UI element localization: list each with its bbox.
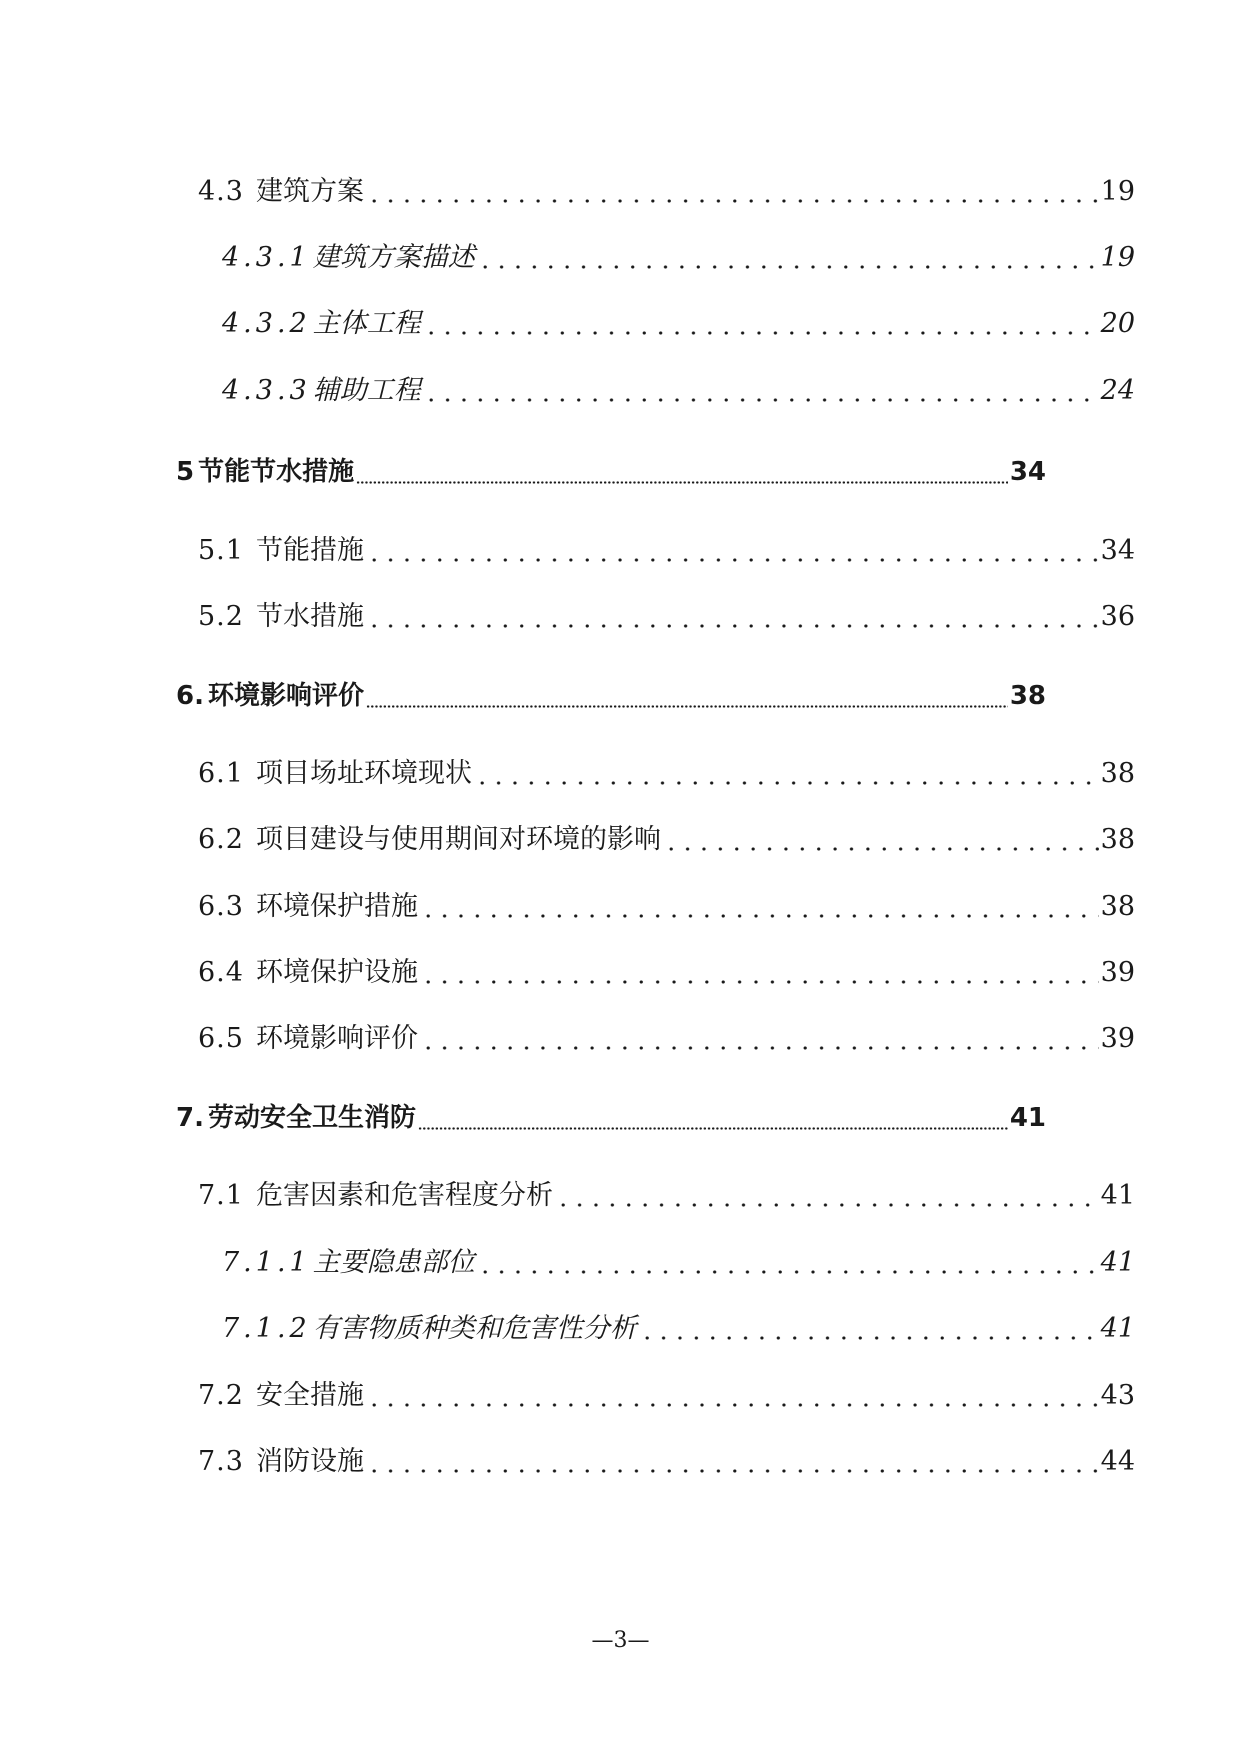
toc-entry-page: 44 xyxy=(1100,1446,1135,1477)
dot-leader xyxy=(366,624,1099,628)
toc-entry-5-1[interactable] xyxy=(198,531,1135,571)
toc-entry-page: 24 xyxy=(1100,375,1135,406)
toc-entry-6-3[interactable] xyxy=(198,887,1135,927)
dot-leader xyxy=(366,199,1099,203)
toc-entry-4-3[interactable] xyxy=(198,172,1135,212)
toc-entry-page: 20 xyxy=(1100,308,1135,339)
toc-entry-number: 7.1.2 xyxy=(222,1313,311,1344)
dot-leader xyxy=(366,1469,1099,1473)
toc-entry-title: 劳动安全卫生消防 xyxy=(207,1103,416,1133)
toc-entry-7-2[interactable] xyxy=(198,1376,1135,1416)
toc-entry-page: 19 xyxy=(1100,176,1135,207)
dot-leader xyxy=(477,265,1099,269)
toc-entry-number: 6.1 xyxy=(198,758,244,789)
dot-leader xyxy=(418,1127,1008,1130)
toc-entry-5-2[interactable] xyxy=(198,597,1135,637)
toc-entry-6-1[interactable] xyxy=(198,754,1135,794)
toc-entry-7-1-1[interactable] xyxy=(222,1243,1135,1283)
toc-entry-number: 6.4 xyxy=(198,957,244,988)
toc-entry-title: 环境影响评价 xyxy=(207,681,364,711)
toc-entry-title: 项目场址环境现状 xyxy=(255,758,472,789)
toc-entry-number: 7.1 xyxy=(198,1180,244,1211)
toc-entry-page: 19 xyxy=(1100,242,1135,273)
dot-leader xyxy=(366,705,1008,708)
toc-entry-title: 辅助工程 xyxy=(312,375,421,406)
toc-entry-7-1-2[interactable] xyxy=(222,1309,1135,1349)
toc-entry-number: 7.1.1 xyxy=(222,1247,311,1278)
toc-entry-number: 5 xyxy=(176,457,195,487)
toc-entry-title: 环境影响评价 xyxy=(255,1023,418,1054)
toc-entry-page: 34 xyxy=(1100,535,1135,566)
toc-entry-title: 危害因素和危害程度分析 xyxy=(255,1180,553,1211)
dot-leader xyxy=(366,558,1099,562)
dot-leader xyxy=(477,1270,1099,1274)
toc-entry-title: 安全措施 xyxy=(255,1380,364,1411)
toc-entry-page: 36 xyxy=(1100,601,1135,632)
toc-entry-number: 4.3.3 xyxy=(222,375,311,406)
toc-entry-title: 建筑方案描述 xyxy=(312,242,475,273)
toc-entry-title: 有害物质种类和危害性分析 xyxy=(312,1313,637,1344)
toc-entry-page: 43 xyxy=(1100,1380,1135,1411)
dot-leader xyxy=(639,1336,1099,1340)
toc-entry-page: 41 xyxy=(1100,1247,1135,1278)
toc-entry-number: 5.2 xyxy=(198,601,244,632)
toc-entry-title: 环境保护措施 xyxy=(255,891,418,922)
dot-leader xyxy=(423,331,1099,335)
toc-entry-page: 41 xyxy=(1100,1313,1135,1344)
toc-entry-title: 环境保护设施 xyxy=(255,957,418,988)
toc-entry-7-1[interactable] xyxy=(198,1176,1135,1216)
toc-entry-title: 主要隐患部位 xyxy=(312,1247,475,1278)
toc-entry-6[interactable] xyxy=(176,676,1046,716)
toc-entry-title: 节水措施 xyxy=(255,601,364,632)
dot-leader xyxy=(356,481,1008,484)
toc-entry-number: 7.3 xyxy=(198,1446,244,1477)
dot-leader xyxy=(663,847,1099,851)
toc-entry-title: 项目建设与使用期间对环境的影响 xyxy=(255,824,661,855)
toc-entry-page: 39 xyxy=(1100,1023,1135,1054)
toc-entry-page: 41 xyxy=(1100,1180,1135,1211)
toc-entry-6-4[interactable] xyxy=(198,953,1135,993)
dot-leader xyxy=(366,1403,1099,1407)
dot-leader xyxy=(555,1203,1099,1207)
toc-entry-number: 4.3.1 xyxy=(222,242,311,273)
toc-entry-title: 消防设施 xyxy=(255,1446,364,1477)
page-number: —3— xyxy=(591,1628,650,1653)
toc-entry-page: 38 xyxy=(1009,681,1046,711)
toc-entry-5[interactable] xyxy=(176,452,1046,492)
toc-entry-title: 节能措施 xyxy=(255,535,364,566)
toc-entry-7[interactable] xyxy=(176,1098,1046,1138)
dot-leader xyxy=(420,914,1099,918)
toc-entry-number: 6.2 xyxy=(198,824,244,855)
toc-entry-6-5[interactable] xyxy=(198,1019,1135,1059)
toc-entry-number: 6.3 xyxy=(198,891,244,922)
toc-entry-number: 7. xyxy=(176,1103,204,1133)
toc-entry-4-3-1[interactable] xyxy=(222,238,1135,278)
toc-entry-7-3[interactable] xyxy=(198,1442,1135,1482)
toc-entry-page: 38 xyxy=(1100,758,1135,789)
toc-entry-page: 41 xyxy=(1009,1103,1046,1133)
dot-leader xyxy=(474,781,1099,785)
toc-entry-number: 6.5 xyxy=(198,1023,244,1054)
dot-leader xyxy=(423,398,1099,402)
dot-leader xyxy=(420,1046,1099,1050)
toc-entry-page: 34 xyxy=(1009,457,1046,487)
toc-entry-page: 38 xyxy=(1100,824,1135,855)
toc-entry-4-3-3[interactable] xyxy=(222,371,1135,411)
toc-entry-number: 5.1 xyxy=(198,535,244,566)
toc-entry-6-2[interactable] xyxy=(198,820,1135,860)
toc-entry-page: 39 xyxy=(1100,957,1135,988)
toc-entry-page: 38 xyxy=(1100,891,1135,922)
dot-leader xyxy=(420,980,1099,984)
toc-entry-number: 6. xyxy=(176,681,204,711)
toc-entry-title: 主体工程 xyxy=(312,308,421,339)
toc-entry-title: 建筑方案 xyxy=(255,176,364,207)
toc-entry-title: 节能节水措施 xyxy=(198,457,355,487)
toc-entry-4-3-2[interactable] xyxy=(222,304,1135,344)
toc-entry-number: 4.3.2 xyxy=(222,308,311,339)
toc-entry-number: 7.2 xyxy=(198,1380,244,1411)
toc-entry-number: 4.3 xyxy=(198,176,244,207)
